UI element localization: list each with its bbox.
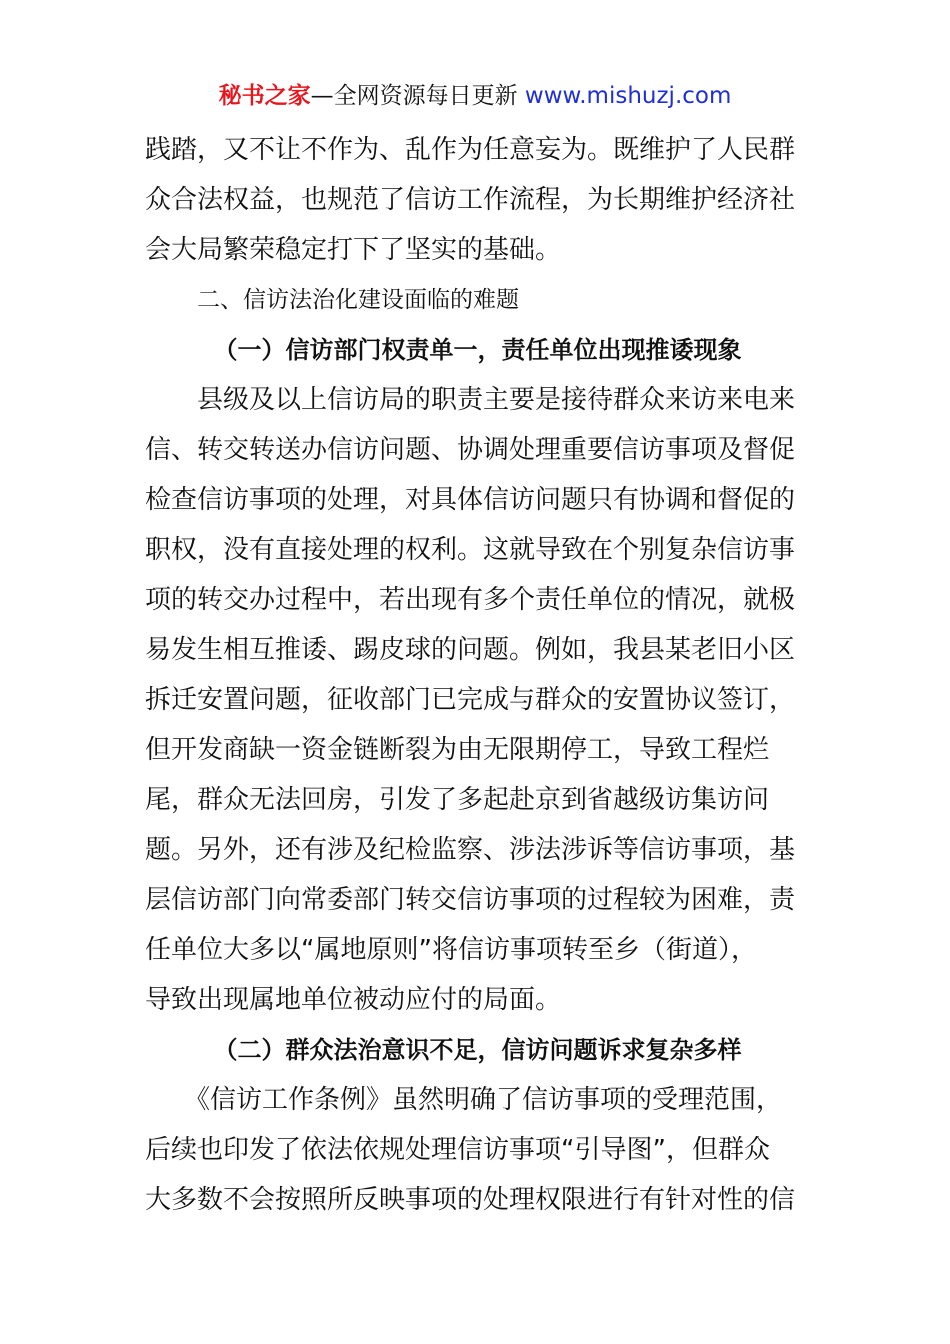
body-line: 大多数不会按照所反映事项的处理权限进行有针对性的信 xyxy=(145,1185,796,1215)
body-line: 层信访部门向常委部门转交信访事项的过程较为困难，责 xyxy=(145,885,796,915)
subsection-heading: （二）群众法治意识不足，信访问题诉求复杂多样 xyxy=(213,1036,742,1064)
body-line: 尾，群众无法回房，引发了多起赴京到省越级访集访问 xyxy=(145,785,770,815)
body-line: 题。另外，还有涉及纪检监察、涉法涉诉等信访事项，基 xyxy=(145,835,796,865)
subsection-heading: （一）信访部门权责单一，责任单位出现推诿现象 xyxy=(213,336,742,364)
body-line: 会大局繁荣稳定打下了坚实的基础。 xyxy=(145,235,562,265)
body-line: 拆迁安置问题，征收部门已完成与群众的安置协议签订， xyxy=(145,685,796,715)
section-heading: 二、信访法治化建设面临的难题 xyxy=(197,287,519,313)
body-line: 信、转交转送办信访问题、协调处理重要信访事项及督促 xyxy=(145,435,796,465)
body-line: 县级及以上信访局的职责主要是接待群众来访来电来 xyxy=(145,385,796,415)
body-line: 后续也印发了依法依规处理信访事项“引导图”，但群众 xyxy=(145,1135,770,1165)
body-line: 但开发商缺一资金链断裂为由无限期停工，导致工程烂 xyxy=(145,735,770,765)
body-line: 践踏，又不让不作为、乱作为任意妄为。既维护了人民群 xyxy=(145,135,796,165)
body-line: 易发生相互推诿、踢皮球的问题。例如，我县某老旧小区 xyxy=(145,635,796,665)
site-header xyxy=(0,80,950,112)
header-tagline: —全网资源每日更新 xyxy=(310,83,518,109)
body-line: 《信访工作条例》虽然明确了信访事项的受理范围， xyxy=(145,1085,783,1115)
document-body xyxy=(145,125,810,1225)
brand-name: 秘书之家 xyxy=(218,83,311,109)
body-line: 众合法权益，也规范了信访工作流程，为长期维护经济社 xyxy=(145,185,796,215)
body-line: 任单位大多以“属地原则”将信访事项转至乡（街道）， xyxy=(145,935,757,965)
site-url-link[interactable]: www.mishuzj.com xyxy=(524,83,732,109)
body-line: 导致出现属地单位被动应付的局面。 xyxy=(145,985,562,1015)
body-line: 检查信访事项的处理，对具体信访问题只有协调和督促的 xyxy=(145,485,796,515)
body-line: 项的转交办过程中，若出现有多个责任单位的情况，就极 xyxy=(145,585,796,615)
body-line: 职权，没有直接处理的权利。这就导致在个别复杂信访事 xyxy=(145,535,796,565)
